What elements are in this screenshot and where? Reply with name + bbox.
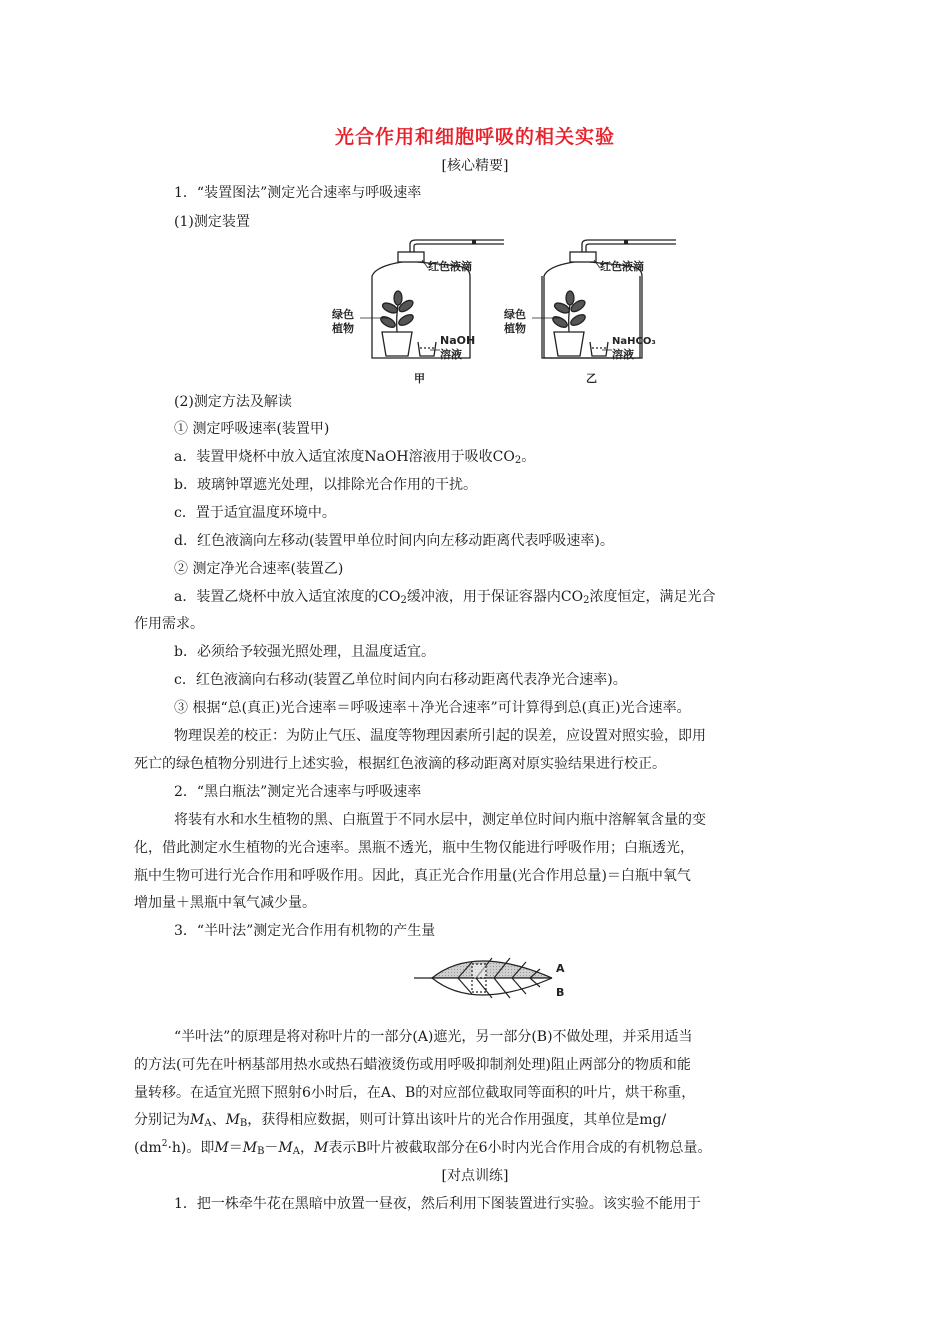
paragraph: 化，借此测定水生植物的光合速率。黑瓶不透光，瓶中生物仅能进行呼吸作用；白瓶透光， xyxy=(134,840,694,856)
paragraph: ① 测定呼吸速率(装置甲) xyxy=(174,421,330,437)
right-stopper xyxy=(570,252,596,262)
paragraph: ③ 根据“总(真正)光合速率＝呼吸速率＋净光合速率”可计算得到总(真正)光合速率。 xyxy=(174,700,691,716)
paragraph: 的方法(可先在叶柄基部用热水或热石蜡液烫伤或用呼吸抑制剂处理)阻止两部分的物质和能 xyxy=(134,1057,691,1073)
left-solution-label-1: NaOH xyxy=(440,334,476,347)
paragraph: b．玻璃钟罩遮光处理，以排除光合作用的干扰。 xyxy=(174,477,477,493)
left-solution-label-2: 溶液 xyxy=(440,348,462,361)
leaf-label-b: B xyxy=(556,986,565,999)
left-plant-label-2: 植物 xyxy=(332,322,354,335)
left-tube xyxy=(410,240,504,252)
left-beaker xyxy=(418,342,436,356)
paragraph: 物理误差的校正：为防止气压、温度等物理因素所引起的误差，应设置对照实验，即用 xyxy=(174,728,706,744)
paragraph: (2)测定方法及解读 xyxy=(174,394,292,410)
paragraph: 瓶中生物可进行光合作用和呼吸作用。因此，真正光合作用量(光合作用总量)＝白瓶中氧气 xyxy=(134,868,691,884)
left-caption: 甲 xyxy=(414,372,425,385)
paragraph: 作用需求。 xyxy=(134,616,204,632)
right-solution-label-2: 溶液 xyxy=(612,348,634,361)
right-beaker xyxy=(590,342,608,356)
sample-square-a xyxy=(472,964,486,978)
paragraph: 1．把一株牵牛花在黑暗中放置一昼夜，然后利用下图装置进行实验。该实验不能用于 xyxy=(174,1196,701,1212)
leaf-label-a: A xyxy=(556,962,565,975)
paragraph: b．必须给予较强光照处理，且温度适宜。 xyxy=(174,644,435,660)
right-tube xyxy=(582,240,676,252)
apparatus-figure xyxy=(330,238,656,388)
paragraph: “半叶法”的原理是将对称叶片的一部分(A)遮光，另一部分(B)不做处理，并采用适当 xyxy=(174,1029,693,1045)
section-heading-practice: [对点训练] xyxy=(441,1168,509,1184)
paragraph: (1)测定装置 xyxy=(174,214,250,230)
paragraph: d．红色液滴向左移动(装置甲单位时间内向左移动距离代表呼吸速率)。 xyxy=(174,533,614,549)
paragraph: a．装置乙烧杯中放入适宜浓度的$CO_2$缓冲液，用于保证容器内$CO_2$浓度恒定，满足光合 xyxy=(174,589,716,606)
paragraph: ② 测定净光合速率(装置乙) xyxy=(174,561,344,577)
right-plant-label-1: 绿色 xyxy=(504,308,526,321)
paragraph: 3．“半叶法”测定光合作用有机物的产生量 xyxy=(174,923,436,939)
right-solution-label-1: NaHCO₃ xyxy=(612,336,656,347)
paragraph: 分别记为$M_A$、$M_B$，获得相应数据，则可计算出该叶片的光合作用强度，其单位是mg/ xyxy=(134,1112,667,1129)
section-heading-core: [核心精要] xyxy=(441,158,509,174)
left-plant-label-1: 绿色 xyxy=(332,308,354,321)
right-caption: 乙 xyxy=(586,372,597,385)
right-droplet-label: 红色液滴 xyxy=(600,260,644,273)
leaf-upper-half-a xyxy=(432,961,552,978)
right-plant-label-2: 植物 xyxy=(504,322,526,335)
paragraph: c．红色液滴向右移动(装置乙单位时间内向右移动距离代表净光合速率)。 xyxy=(174,672,627,688)
paragraph: 2．“黑白瓶法”测定光合速率与呼吸速率 xyxy=(174,784,422,800)
paragraph: a．装置甲烧杯中放入适宜浓度NaOH溶液用于吸收$CO_2$。 xyxy=(174,449,536,466)
paragraph: 1．“装置图法”测定光合速率与呼吸速率 xyxy=(174,185,422,201)
paragraph: 增加量＋黑瓶中氧气减少量。 xyxy=(134,895,316,911)
left-pot xyxy=(382,332,412,356)
paragraph: 死亡的绿色植物分别进行上述实验，根据红色液滴的移动距离对原实验结果进行校正。 xyxy=(134,756,666,772)
right-pot xyxy=(554,332,584,356)
half-leaf-figure xyxy=(414,950,574,1008)
document-title: 光合作用和细胞呼吸的相关实验 xyxy=(334,126,615,148)
left-stopper xyxy=(398,252,424,262)
left-droplet-label: 红色液滴 xyxy=(428,260,472,273)
paragraph: 量转移。在适宜光照下照射6小时后，在A、B的对应部位截取同等面积的叶片，烘干称重， xyxy=(134,1085,696,1101)
paragraph: $(dm^2\cdot h)$。即$M=M_B-M_A$，M表示B叶片被截取部分在6小时内光合作用合成的有机物总量。 xyxy=(134,1139,712,1157)
leaf-lower-half-b xyxy=(432,978,552,995)
paragraph: 将装有水和水生植物的黑、白瓶置于不同水层中，测定单位时间内瓶中溶解氧含量的变 xyxy=(174,812,706,828)
paragraph: c．置于适宜温度环境中。 xyxy=(174,505,336,521)
